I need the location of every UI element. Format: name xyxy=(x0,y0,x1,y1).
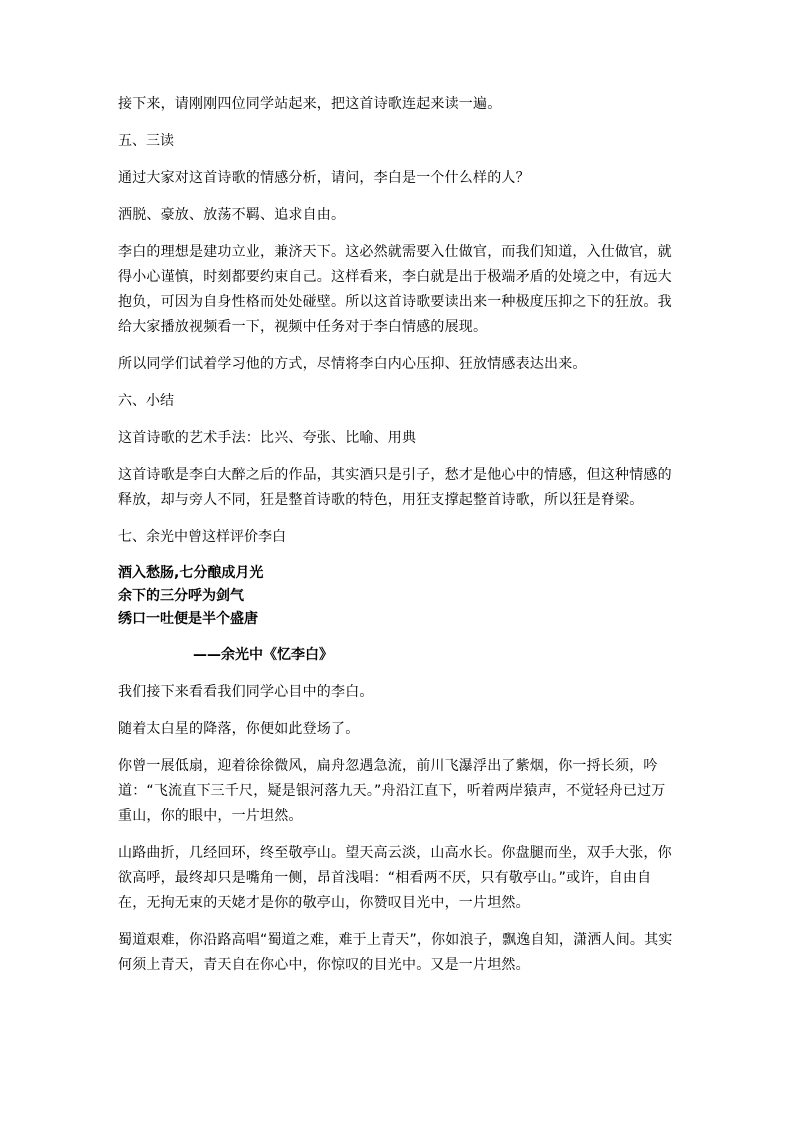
paragraph: 所以同学们试着学习他的方式，尽情将李白内心压抑、狂放情感表达出来。 xyxy=(118,356,587,372)
paragraph: 山路曲折，几经回环，终至敬亭山。望天高云淡，山高水长。你盘腿而坐，双手大张，你欲高呼，最终却只是嘴角一侧，昂首浅唱：“相看两不厌，只有敬亭山。”或许，自由自在，无拘无束的天姥才是你的敬亭山，你赞叹目光中，一片坦然。 xyxy=(118,845,672,911)
paragraph: 洒脱、豪放、放荡不羁、追求自由。 xyxy=(118,207,346,223)
poem-line: 酒入愁肠,七分酿成月光 xyxy=(118,565,264,581)
paragraph: 我们接下来看看我们同学心目中的李白。 xyxy=(118,684,374,700)
paragraph: 你曾一展低扇，迎着徐徐微风，扁舟忽遇急流，前川飞瀑浮出了紫烟，你一捋长须，吟道：“飞流直下三千尺，疑是银河落九天。”舟沿江直下，听着两岸猿声，不觉轻舟已过万重山，你的眼中，一片坦然。 xyxy=(118,758,666,824)
paragraph: 这首诗歌的艺术手法：比兴、夸张、比喻、用典 xyxy=(118,430,417,446)
paragraph: 随着太白星的降落，你便如此登场了。 xyxy=(118,721,360,737)
paragraph: 接下来，请刚刚四位同学站起来，把这首诗歌连起来读一遍。 xyxy=(118,96,502,112)
poem-line: 余下的三分呼为剑气 xyxy=(118,588,244,604)
poem-block xyxy=(118,562,678,631)
section-heading: 七、余光中曾这样评价李白 xyxy=(118,529,286,545)
paragraph: 蜀道艰难，你沿路高唱“蜀道之难，难于上青天”，你如浪子，飘逸自知，潇洒人间。其实何须上青天，青天自在你心中，你惊叹的目光中。又是一片坦然。 xyxy=(118,932,673,973)
poem-attribution: ——余光中《忆李白》 xyxy=(193,647,333,663)
paragraph: 这首诗歌是李白大醉之后的作品，其实酒只是引子，愁才是他心中的情感，但这种情感的释放，却与旁人不同，狂是整首诗歌的特色，用狂支撑起整首诗歌，所以狂是脊梁。 xyxy=(118,467,672,508)
section-heading: 五、三读 xyxy=(118,133,174,149)
poem-line: 绣口一吐便是半个盛唐 xyxy=(118,611,258,627)
document-page xyxy=(118,92,678,990)
paragraph: 通过大家对这首诗歌的情感分析，请问，李白是一个什么样的人？ xyxy=(118,170,530,186)
paragraph: 李白的理想是建功立业，兼济天下。这必然就需要入仕做官，而我们知道，入仕做官，就得小心谨慎，时刻都要约束自己。这样看来，李白就是出于极端矛盾的处境之中，有远大抱负，可因为自身性格而处处碰壁。所以这首诗歌要读出来一种极度压抑之下的狂放。我给大家播放视频看一下，视频中任务对于李白情感的展现。 xyxy=(118,244,672,335)
section-heading: 六、小结 xyxy=(118,393,174,409)
